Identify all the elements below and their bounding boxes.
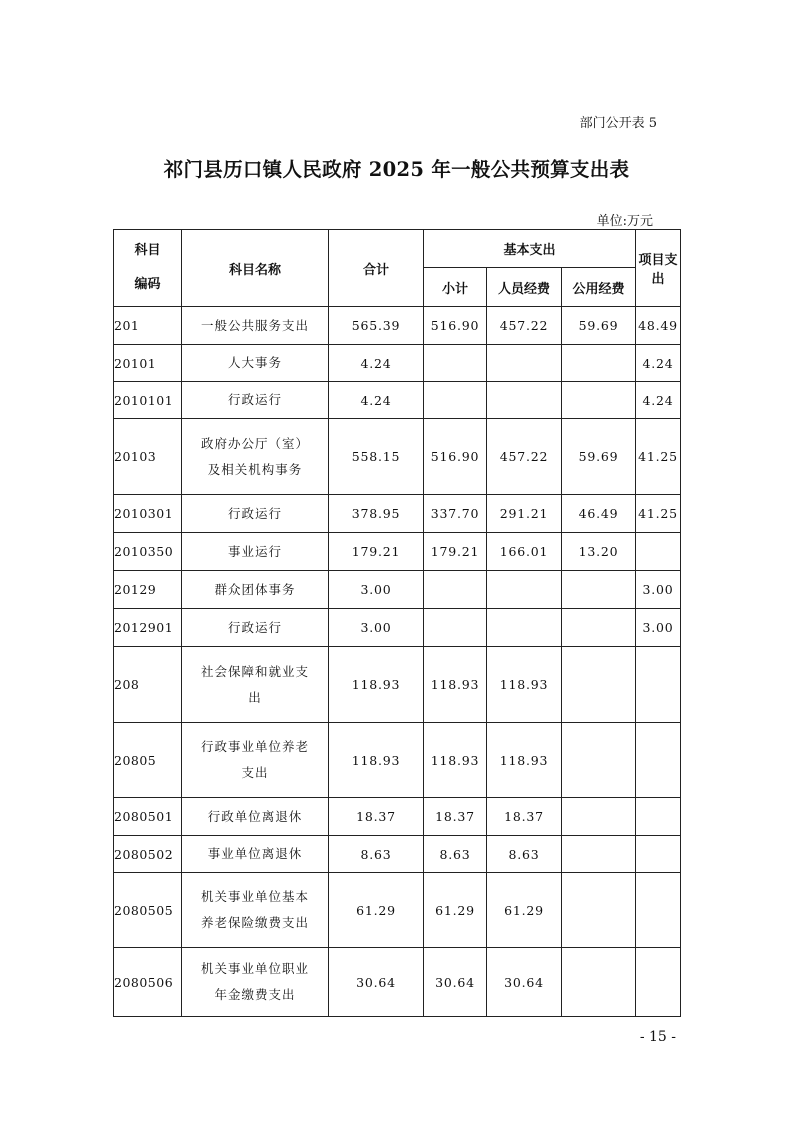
cell-project	[636, 948, 681, 1017]
cell-name	[182, 533, 329, 571]
header-code	[114, 230, 182, 307]
table-row	[114, 307, 681, 345]
cell-public	[562, 723, 636, 798]
cell-name	[182, 798, 329, 836]
cell-subtotal: 18.37	[424, 798, 487, 836]
cell-code: 2010350	[114, 533, 182, 571]
cell-public: 59.69	[562, 307, 636, 345]
cell-code: 2080505	[114, 873, 182, 948]
cell-code: 20103	[114, 419, 182, 495]
cell-project: 3.00	[636, 609, 681, 647]
cell-public: 59.69	[562, 419, 636, 495]
cell-code: 20101	[114, 345, 182, 382]
cell-personnel: 118.93	[487, 723, 562, 798]
cell-public	[562, 948, 636, 1017]
cell-total: 30.64	[329, 948, 424, 1017]
form-label: 部门公开表 5	[579, 116, 657, 131]
header-personnel: 人员经费	[487, 268, 562, 307]
cell-total: 3.00	[329, 609, 424, 647]
cell-total: 61.29	[329, 873, 424, 948]
cell-personnel	[487, 382, 562, 419]
cell-total: 378.95	[329, 495, 424, 533]
budget-table	[113, 229, 681, 1017]
cell-name-text: 一般公共服务支出	[200, 317, 309, 333]
header-project: 项目支出	[636, 230, 681, 307]
cell-total: 118.93	[329, 723, 424, 798]
cell-public	[562, 647, 636, 723]
cell-personnel	[487, 609, 562, 647]
cell-subtotal: 516.90	[424, 419, 487, 495]
cell-project	[636, 533, 681, 571]
cell-name	[182, 836, 329, 873]
cell-project: 48.49	[636, 307, 681, 345]
cell-subtotal	[424, 382, 487, 419]
cell-name-text: 行政运行	[227, 392, 282, 407]
cell-personnel: 457.22	[487, 307, 562, 345]
cell-name-text: 机关事业单位职业年金缴费支出	[200, 961, 309, 1002]
cell-name-text: 政府办公厅（室）及相关机构事务	[201, 435, 310, 477]
cell-personnel: 18.37	[487, 798, 562, 836]
cell-name-text: 行政事业单位养老支出	[200, 739, 309, 780]
cell-code: 2012901	[114, 609, 182, 647]
table-row	[114, 873, 681, 948]
cell-subtotal: 8.63	[424, 836, 487, 873]
cell-project	[636, 873, 681, 948]
cell-project	[636, 723, 681, 798]
unit-label: 单位:万元	[596, 214, 653, 229]
cell-personnel: 118.93	[487, 647, 562, 723]
cell-personnel: 30.64	[487, 948, 562, 1017]
cell-total: 118.93	[329, 647, 424, 723]
cell-project	[636, 836, 681, 873]
cell-code: 2080506	[114, 948, 182, 1017]
cell-name	[182, 948, 329, 1017]
cell-code: 201	[114, 307, 182, 345]
header-name: 科目名称	[182, 230, 329, 307]
table-row	[114, 647, 681, 723]
cell-total: 558.15	[329, 419, 424, 495]
cell-public	[562, 571, 636, 609]
cell-personnel	[487, 571, 562, 609]
cell-subtotal: 118.93	[424, 723, 487, 798]
cell-total: 179.21	[329, 533, 424, 571]
cell-public	[562, 609, 636, 647]
cell-name	[182, 609, 329, 647]
cell-subtotal	[424, 571, 487, 609]
cell-public	[562, 382, 636, 419]
table-row	[114, 798, 681, 836]
cell-public: 46.49	[562, 495, 636, 533]
table-body	[114, 307, 681, 1017]
cell-personnel: 8.63	[487, 836, 562, 873]
cell-public	[562, 873, 636, 948]
cell-public	[562, 836, 636, 873]
cell-name	[182, 495, 329, 533]
table-row	[114, 609, 681, 647]
cell-code: 2010101	[114, 382, 182, 419]
header-subtotal: 小计	[424, 268, 487, 307]
cell-personnel: 457.22	[487, 419, 562, 495]
cell-code: 2080501	[114, 798, 182, 836]
cell-total: 4.24	[329, 382, 424, 419]
cell-public: 13.20	[562, 533, 636, 571]
cell-total: 4.24	[329, 345, 424, 382]
cell-project: 3.00	[636, 571, 681, 609]
cell-name-text: 群众团体事务	[214, 581, 296, 597]
cell-personnel	[487, 345, 562, 382]
cell-name-text: 机关事业单位基本养老保险缴费支出	[200, 889, 309, 930]
cell-personnel: 61.29	[487, 873, 562, 948]
cell-name	[182, 419, 329, 495]
page-number: - 15 -	[639, 1029, 676, 1045]
page-title: 祁门县历口镇人民政府 2025 年一般公共预算支出表	[163, 158, 630, 181]
table-row	[114, 345, 681, 382]
table-row	[114, 382, 681, 419]
cell-project: 4.24	[636, 345, 681, 382]
cell-name	[182, 382, 329, 419]
cell-project: 41.25	[636, 419, 681, 495]
cell-subtotal: 118.93	[424, 647, 487, 723]
cell-subtotal	[424, 345, 487, 382]
cell-name	[182, 873, 329, 948]
cell-subtotal: 61.29	[424, 873, 487, 948]
cell-name-text: 行政单位离退休	[207, 808, 303, 824]
cell-subtotal: 30.64	[424, 948, 487, 1017]
header-code-top: 科目	[134, 243, 161, 258]
cell-name	[182, 307, 329, 345]
table-row	[114, 571, 681, 609]
cell-total: 8.63	[329, 836, 424, 873]
cell-project	[636, 647, 681, 723]
cell-name-text: 行政运行	[227, 619, 282, 635]
cell-name	[182, 647, 329, 723]
cell-project	[636, 798, 681, 836]
cell-name	[182, 571, 329, 609]
header-basic: 基本支出	[424, 230, 636, 268]
table-row	[114, 948, 681, 1017]
cell-code: 208	[114, 647, 182, 723]
cell-name	[182, 345, 329, 382]
cell-project: 41.25	[636, 495, 681, 533]
cell-code: 20129	[114, 571, 182, 609]
cell-total: 565.39	[329, 307, 424, 345]
table-row	[114, 723, 681, 798]
cell-subtotal	[424, 609, 487, 647]
cell-public	[562, 798, 636, 836]
table-row	[114, 495, 681, 533]
header-code-bottom: 编码	[134, 277, 161, 292]
cell-name-text: 社会保障和就业支出	[201, 663, 310, 705]
cell-total: 18.37	[329, 798, 424, 836]
cell-total: 3.00	[329, 571, 424, 609]
cell-code: 2010301	[114, 495, 182, 533]
cell-public	[562, 345, 636, 382]
cell-subtotal: 516.90	[424, 307, 487, 345]
cell-project: 4.24	[636, 382, 681, 419]
cell-code: 20805	[114, 723, 182, 798]
cell-subtotal: 179.21	[424, 533, 487, 571]
header-total: 合计	[329, 230, 424, 307]
cell-subtotal: 337.70	[424, 495, 487, 533]
cell-name-text: 事业单位离退休	[207, 846, 303, 861]
cell-name-text: 行政运行	[227, 505, 282, 521]
cell-personnel: 291.21	[487, 495, 562, 533]
header-public: 公用经费	[562, 268, 636, 307]
cell-name-text: 事业运行	[227, 543, 282, 559]
cell-code: 2080502	[114, 836, 182, 873]
table-row	[114, 533, 681, 571]
cell-name-text: 人大事务	[227, 355, 282, 370]
table-row	[114, 419, 681, 495]
cell-name	[182, 723, 329, 798]
table-row	[114, 836, 681, 873]
cell-personnel: 166.01	[487, 533, 562, 571]
